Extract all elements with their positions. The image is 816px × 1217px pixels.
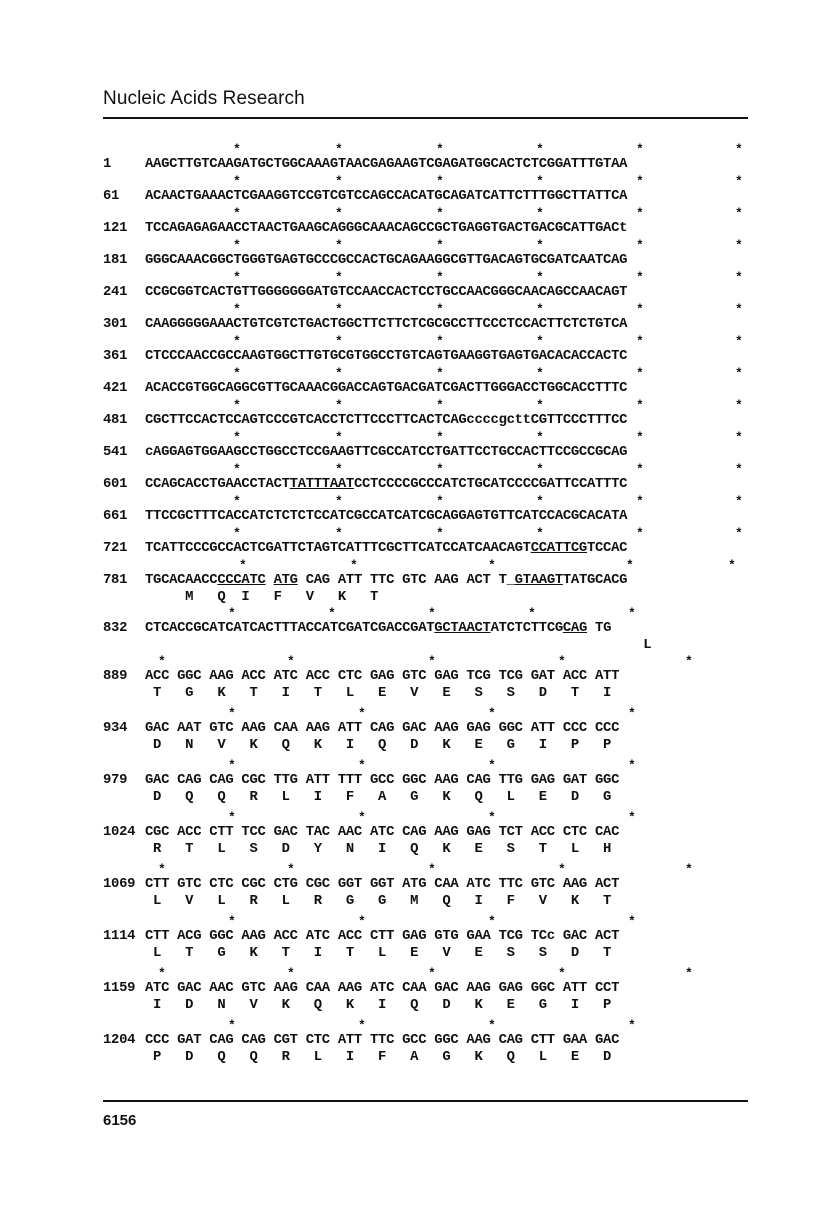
- line-number: 121: [103, 220, 128, 236]
- amino-acid-line: L: [145, 637, 652, 653]
- nucleotide-sequence: TG: [587, 620, 612, 636]
- underlined-motif: GCTAACT: [434, 620, 491, 636]
- asterisk-marker: *: [335, 206, 343, 221]
- line-number: 1069: [103, 876, 136, 892]
- asterisk-marker: *: [233, 206, 241, 221]
- sequence-row: [103, 525, 763, 557]
- codon-sequence: ACC GGC AAG ACC ATC ACC CTC GAG GTC GAG TCG TCG GAT ACC ATT: [145, 668, 620, 684]
- sequence-row: [103, 493, 763, 525]
- line-number: 61: [103, 188, 120, 204]
- asterisk-marker: *: [335, 270, 343, 285]
- asterisk-marker: *: [335, 174, 343, 189]
- sequence-row: [103, 301, 763, 333]
- asterisk-marker: *: [628, 706, 636, 721]
- asterisk-marker: *: [735, 526, 743, 541]
- asterisk-marker: *: [428, 606, 436, 621]
- asterisk-markers: [103, 1017, 763, 1031]
- asterisk-marker: *: [628, 914, 636, 929]
- underlined-motif: CCATTCG: [530, 540, 587, 556]
- line-number: 832: [103, 620, 128, 636]
- asterisk-marker: *: [436, 238, 444, 253]
- line-number: 979: [103, 772, 128, 788]
- nucleotide-sequence: TCCAGAGAGAACCTAACTGAAGCAGGGCAAACAGCCGCTGAGGTGACTGACGCATTGACt: [145, 220, 628, 236]
- asterisk-marker: *: [233, 334, 241, 349]
- asterisk-marker: *: [536, 366, 544, 381]
- asterisk-marker: *: [536, 430, 544, 445]
- asterisk-marker: *: [287, 966, 295, 981]
- asterisk-marker: *: [233, 302, 241, 317]
- nucleotide-line: [103, 187, 763, 205]
- asterisk-marker: *: [158, 862, 166, 877]
- sequence-row: [103, 429, 763, 461]
- asterisk-markers: [103, 461, 763, 475]
- nucleotide-sequence: AAGCTTGTCAAGATGCTGGCAAAGTAACGAGAAGTCGAGATGGCACTCTCGGATTTGTAA: [145, 156, 628, 172]
- sequence-row: [103, 965, 763, 1013]
- asterisk-marker: *: [335, 302, 343, 317]
- nucleotide-sequence: ATCTCTTCG: [490, 620, 563, 636]
- asterisk-marker: *: [233, 270, 241, 285]
- asterisk-marker: *: [536, 398, 544, 413]
- asterisk-marker: *: [239, 558, 247, 573]
- splice-donor-motif: GTAAGT: [514, 572, 563, 588]
- line-number: 541: [103, 444, 128, 460]
- asterisk-marker: *: [536, 206, 544, 221]
- asterisk-marker: *: [436, 526, 444, 541]
- asterisk-markers: [103, 365, 763, 379]
- nucleotide-line: [103, 667, 763, 685]
- nucleotide-sequence: TCCAC: [586, 540, 628, 556]
- sequence-row: [103, 605, 763, 653]
- asterisk-marker: *: [335, 366, 343, 381]
- nucleotide-sequence: CCGCGGTCACTGTTGGGGGGGATGTCCAACCACTCCTGCCAACGGGCAACAGCCAACAGT: [145, 284, 628, 300]
- line-number: 301: [103, 316, 128, 332]
- nucleotide-line: [103, 283, 763, 301]
- asterisk-marker: *: [436, 398, 444, 413]
- nucleotide-sequence: TATGCACG: [562, 572, 628, 588]
- amino-acid-line: L V L R L R G G M Q I F V K T: [145, 893, 612, 909]
- asterisk-marker: *: [335, 462, 343, 477]
- nucleotide-line: [103, 411, 763, 429]
- asterisk-markers: [103, 141, 763, 155]
- asterisk-marker: *: [436, 366, 444, 381]
- codon-sequence: CCC GAT CAG CAG CGT CTC ATT TTC GCC GGC AAG CAG CTT GAA GAC: [145, 1032, 620, 1048]
- nucleotide-sequence: CAG ATT TTC GTC AAG ACT T_: [297, 572, 515, 588]
- asterisk-markers: [103, 913, 763, 927]
- asterisk-markers: [103, 861, 763, 875]
- asterisk-marker: *: [728, 558, 736, 573]
- nucleotide-line: [103, 507, 763, 525]
- asterisk-marker: *: [636, 366, 644, 381]
- asterisk-marker: *: [558, 966, 566, 981]
- sequence-row: [103, 397, 763, 429]
- asterisk-marker: *: [158, 654, 166, 669]
- asterisk-marker: *: [488, 758, 496, 773]
- sequence-row: [103, 557, 763, 605]
- codon-sequence: CTT ACG GGC AAG ACC ATC ACC CTT GAG GTG GAA TCG TCc GAC ACT: [145, 928, 620, 944]
- nucleotide-line: [103, 823, 763, 841]
- line-number: 601: [103, 476, 128, 492]
- codon-sequence: CGC ACC CTT TCC GAC TAC AAC ATC CAG AAG GAG TCT ACC CTC CAC: [145, 824, 620, 840]
- asterisk-marker: *: [233, 238, 241, 253]
- asterisk-marker: *: [735, 494, 743, 509]
- asterisk-marker: *: [228, 914, 236, 929]
- nucleotide-line: [103, 347, 763, 365]
- nucleotide-line: [103, 155, 763, 173]
- sequence-row: [103, 861, 763, 909]
- nucleotide-line: [103, 475, 763, 493]
- asterisk-marker: *: [436, 270, 444, 285]
- asterisk-marker: *: [628, 606, 636, 621]
- asterisk-marker: *: [158, 966, 166, 981]
- nucleotide-sequence: CTCCCAACCGCCAAGTGGCTTGTGCGTGGCCTGTCAGTGAAGGTGAGTGACACACCACTC: [145, 348, 628, 364]
- amino-acid-line: L T G K T I T L E V E S S D T: [145, 945, 612, 961]
- asterisk-marker: *: [335, 238, 343, 253]
- asterisk-markers: [103, 653, 763, 667]
- amino-acid-line: D Q Q R L I F A G K Q L E D G: [145, 789, 612, 805]
- nucleotide-line: [103, 979, 763, 997]
- line-number: 481: [103, 412, 128, 428]
- asterisk-marker: *: [636, 142, 644, 157]
- line-number: 1114: [103, 928, 136, 944]
- asterisk-markers: [103, 965, 763, 979]
- asterisk-marker: *: [335, 494, 343, 509]
- amino-acid-line: T G K T I T L E V E S S D T I: [145, 685, 612, 701]
- asterisk-marker: *: [436, 334, 444, 349]
- codon-sequence: GAC CAG CAG CGC TTG ATT TTT GCC GGC AAG CAG TTG GAG GAT GGC: [145, 772, 620, 788]
- asterisk-marker: *: [628, 758, 636, 773]
- asterisk-marker: *: [436, 302, 444, 317]
- asterisk-marker: *: [735, 142, 743, 157]
- sequence-row: [103, 333, 763, 365]
- asterisk-marker: *: [536, 462, 544, 477]
- nucleotide-line: [103, 875, 763, 893]
- asterisk-marker: *: [636, 270, 644, 285]
- sequence-row: [103, 653, 763, 701]
- asterisk-marker: *: [735, 238, 743, 253]
- asterisk-marker: *: [488, 1018, 496, 1033]
- nucleotide-sequence: CGCTTCCACTCCAGTCCCGTCACCTCTTCCCTTCACTCAGccccgcttCGTTCCCTTTCC: [145, 412, 628, 428]
- asterisk-marker: *: [735, 398, 743, 413]
- nucleotide-sequence: ACACCGTGGCAGGCGTTGCAAACGGACCAGTGACGATCGACTTGGGACCTGGCACCTTTC: [145, 380, 628, 396]
- asterisk-marker: *: [287, 862, 295, 877]
- sequence-figure: [103, 141, 763, 1069]
- sequence-row: [103, 461, 763, 493]
- nucleotide-line: [103, 719, 763, 737]
- underlined-motif: CCCATC: [217, 572, 266, 588]
- asterisk-markers: [103, 397, 763, 411]
- line-number: 721: [103, 540, 128, 556]
- asterisk-markers: [103, 557, 763, 571]
- asterisk-marker: *: [233, 430, 241, 445]
- nucleotide-sequence: cAGGAGTGGAAGCCTGGCCTCCGAAGTTCGCCATCCTGATTCCTGCCACTTCCGCCGCAG: [145, 444, 628, 460]
- asterisk-marker: *: [636, 334, 644, 349]
- asterisk-marker: *: [233, 174, 241, 189]
- asterisk-marker: *: [628, 1018, 636, 1033]
- line-number: 661: [103, 508, 128, 524]
- asterisk-marker: *: [228, 810, 236, 825]
- asterisk-marker: *: [335, 398, 343, 413]
- asterisk-marker: *: [558, 862, 566, 877]
- asterisk-marker: *: [358, 758, 366, 773]
- line-number: 889: [103, 668, 128, 684]
- asterisk-marker: *: [233, 366, 241, 381]
- asterisk-markers: [103, 525, 763, 539]
- asterisk-marker: *: [335, 334, 343, 349]
- nucleotide-sequence: TGCACAACC: [145, 572, 218, 588]
- nucleotide-line: [103, 219, 763, 237]
- asterisk-marker: *: [636, 398, 644, 413]
- nucleotide-line: [103, 251, 763, 269]
- nucleotide-sequence: GGGCAAACGGCTGGGTGAGTGCCCGCCACTGCAGAAGGCGTTGACAGTGCGATCAATCAG: [145, 252, 628, 268]
- asterisk-marker: *: [436, 462, 444, 477]
- footer-rule: [103, 1100, 748, 1102]
- asterisk-marker: *: [233, 398, 241, 413]
- nucleotide-line: [103, 571, 763, 589]
- asterisk-markers: [103, 269, 763, 283]
- line-number: 1024: [103, 824, 136, 840]
- header-rule: [103, 117, 748, 119]
- asterisk-marker: *: [350, 558, 358, 573]
- amino-acid-line: M Q I F V K T: [145, 589, 379, 605]
- asterisk-markers: [103, 301, 763, 315]
- asterisk-marker: *: [636, 302, 644, 317]
- amino-acid-line: I D N V K Q K I Q D K E G I P: [145, 997, 612, 1013]
- asterisk-marker: *: [488, 558, 496, 573]
- asterisk-marker: *: [228, 758, 236, 773]
- asterisk-marker: *: [428, 862, 436, 877]
- asterisk-marker: *: [636, 430, 644, 445]
- asterisk-marker: *: [436, 430, 444, 445]
- sequence-row: [103, 705, 763, 753]
- asterisk-marker: *: [636, 494, 644, 509]
- asterisk-marker: *: [636, 174, 644, 189]
- asterisk-marker: *: [636, 206, 644, 221]
- sequence-row: [103, 365, 763, 397]
- nucleotide-sequence: CTCACCGCATCATCACTTTACCATCGATCGACCGAT: [145, 620, 435, 636]
- asterisk-marker: *: [228, 1018, 236, 1033]
- asterisk-markers: [103, 757, 763, 771]
- asterisk-marker: *: [488, 810, 496, 825]
- asterisk-marker: *: [335, 430, 343, 445]
- asterisk-marker: *: [428, 654, 436, 669]
- asterisk-marker: *: [735, 302, 743, 317]
- asterisk-marker: *: [536, 174, 544, 189]
- asterisk-marker: *: [685, 862, 693, 877]
- asterisk-marker: *: [328, 606, 336, 621]
- sequence-row: [103, 913, 763, 961]
- nucleotide-sequence: [266, 572, 274, 588]
- asterisk-markers: [103, 809, 763, 823]
- nucleotide-line: [103, 1031, 763, 1049]
- asterisk-marker: *: [335, 526, 343, 541]
- codon-sequence: ATC GAC AAC GTC AAG CAA AAG ATC CAA GAC AAG GAG GGC ATT CCT: [145, 980, 620, 996]
- asterisk-marker: *: [685, 966, 693, 981]
- line-number: 1: [103, 156, 112, 172]
- nucleotide-line: [103, 927, 763, 945]
- splice-acceptor-motif: CAG: [562, 620, 587, 636]
- sequence-row: [103, 141, 763, 173]
- asterisk-marker: *: [228, 706, 236, 721]
- asterisk-marker: *: [233, 142, 241, 157]
- nucleotide-sequence: ACAACTGAAACTCGAAGGTCCGTCGTCCAGCCACATGCAGATCATTCTTTGGCTTATTCA: [145, 188, 628, 204]
- asterisk-marker: *: [735, 270, 743, 285]
- asterisk-marker: *: [287, 654, 295, 669]
- asterisk-marker: *: [428, 966, 436, 981]
- asterisk-marker: *: [735, 334, 743, 349]
- asterisk-markers: [103, 333, 763, 347]
- asterisk-markers: [103, 173, 763, 187]
- codon-sequence: GAC AAT GTC AAG CAA AAG ATT CAG GAC AAG GAG GGC ATT CCC CCC: [145, 720, 620, 736]
- asterisk-marker: *: [735, 206, 743, 221]
- asterisk-marker: *: [636, 462, 644, 477]
- asterisk-marker: *: [536, 142, 544, 157]
- asterisk-markers: [103, 493, 763, 507]
- sequence-row: [103, 809, 763, 857]
- nucleotide-line: [103, 619, 763, 637]
- sequence-row: [103, 237, 763, 269]
- asterisk-marker: *: [436, 174, 444, 189]
- asterisk-marker: *: [735, 174, 743, 189]
- asterisk-marker: *: [436, 494, 444, 509]
- asterisk-marker: *: [735, 366, 743, 381]
- asterisk-marker: *: [536, 270, 544, 285]
- asterisk-marker: *: [233, 526, 241, 541]
- journal-title: Nucleic Acids Research: [103, 88, 305, 109]
- asterisk-marker: *: [536, 302, 544, 317]
- asterisk-markers: [103, 237, 763, 251]
- asterisk-marker: *: [558, 654, 566, 669]
- nucleotide-sequence: CCTCCCCGCCCATCTGCATCCCCGATTCCATTTC: [353, 476, 628, 492]
- page-number: 6156: [103, 1112, 137, 1129]
- tata-box-motif: TATTTAAT: [289, 476, 354, 492]
- asterisk-marker: *: [536, 238, 544, 253]
- asterisk-marker: *: [735, 430, 743, 445]
- asterisk-marker: *: [636, 238, 644, 253]
- asterisk-marker: *: [335, 142, 343, 157]
- nucleotide-line: [103, 539, 763, 557]
- sequence-row: [103, 205, 763, 237]
- nucleotide-sequence: CAAGGGGGAAACTGTCGTCTGACTGGCTTCTTCTCGCGCCTTCCCTCCACTTCTCTGTCA: [145, 316, 628, 332]
- asterisk-marker: *: [436, 142, 444, 157]
- asterisk-marker: *: [358, 810, 366, 825]
- asterisk-marker: *: [488, 706, 496, 721]
- asterisk-marker: *: [636, 526, 644, 541]
- sequence-row: [103, 173, 763, 205]
- asterisk-marker: *: [685, 654, 693, 669]
- asterisk-marker: *: [735, 462, 743, 477]
- nucleotide-sequence: CCAGCACCTGAACCTACT: [145, 476, 290, 492]
- asterisk-marker: *: [436, 206, 444, 221]
- nucleotide-line: [103, 443, 763, 461]
- asterisk-markers: [103, 605, 763, 619]
- asterisk-marker: *: [358, 1018, 366, 1033]
- amino-acid-line: R T L S D Y N I Q K E S T L H: [145, 841, 612, 857]
- asterisk-marker: *: [233, 462, 241, 477]
- line-number: 1204: [103, 1032, 136, 1048]
- line-number: 361: [103, 348, 128, 364]
- asterisk-marker: *: [528, 606, 536, 621]
- amino-acid-line: D N V K Q K I Q D K E G I P P: [145, 737, 612, 753]
- asterisk-markers: [103, 429, 763, 443]
- asterisk-markers: [103, 705, 763, 719]
- asterisk-marker: *: [358, 914, 366, 929]
- sequence-row: [103, 269, 763, 301]
- line-number: 934: [103, 720, 128, 736]
- asterisk-marker: *: [536, 526, 544, 541]
- asterisk-marker: *: [628, 810, 636, 825]
- line-number: 1159: [103, 980, 136, 996]
- sequence-row: [103, 757, 763, 805]
- line-number: 241: [103, 284, 128, 300]
- codon-sequence: CTT GTC CTC CGC CTG CGC GGT GGT ATG CAA ATC TTC GTC AAG ACT: [145, 876, 620, 892]
- nucleotide-sequence: TCATTCCCGCCACTCGATTCTAGTCATTTCGCTTCATCCATCAACAGT: [145, 540, 531, 556]
- nucleotide-sequence: TTCCGCTTTCACCATCTCTCTCCATCGCCATCATCGCAGGAGTGTTCATCCACGCACATA: [145, 508, 628, 524]
- line-number: 421: [103, 380, 128, 396]
- asterisk-marker: *: [358, 706, 366, 721]
- asterisk-marker: *: [488, 914, 496, 929]
- nucleotide-line: [103, 771, 763, 789]
- amino-acid-line: P D Q Q R L I F A G K Q L E D: [145, 1049, 612, 1065]
- asterisk-marker: *: [228, 606, 236, 621]
- line-number: 181: [103, 252, 128, 268]
- start-codon: ATG: [273, 572, 298, 588]
- line-number: 781: [103, 572, 128, 588]
- asterisk-marker: *: [626, 558, 634, 573]
- asterisk-marker: *: [536, 494, 544, 509]
- nucleotide-line: [103, 315, 763, 333]
- asterisk-markers: [103, 205, 763, 219]
- asterisk-marker: *: [233, 494, 241, 509]
- nucleotide-line: [103, 379, 763, 397]
- asterisk-marker: *: [536, 334, 544, 349]
- sequence-row: [103, 1017, 763, 1065]
